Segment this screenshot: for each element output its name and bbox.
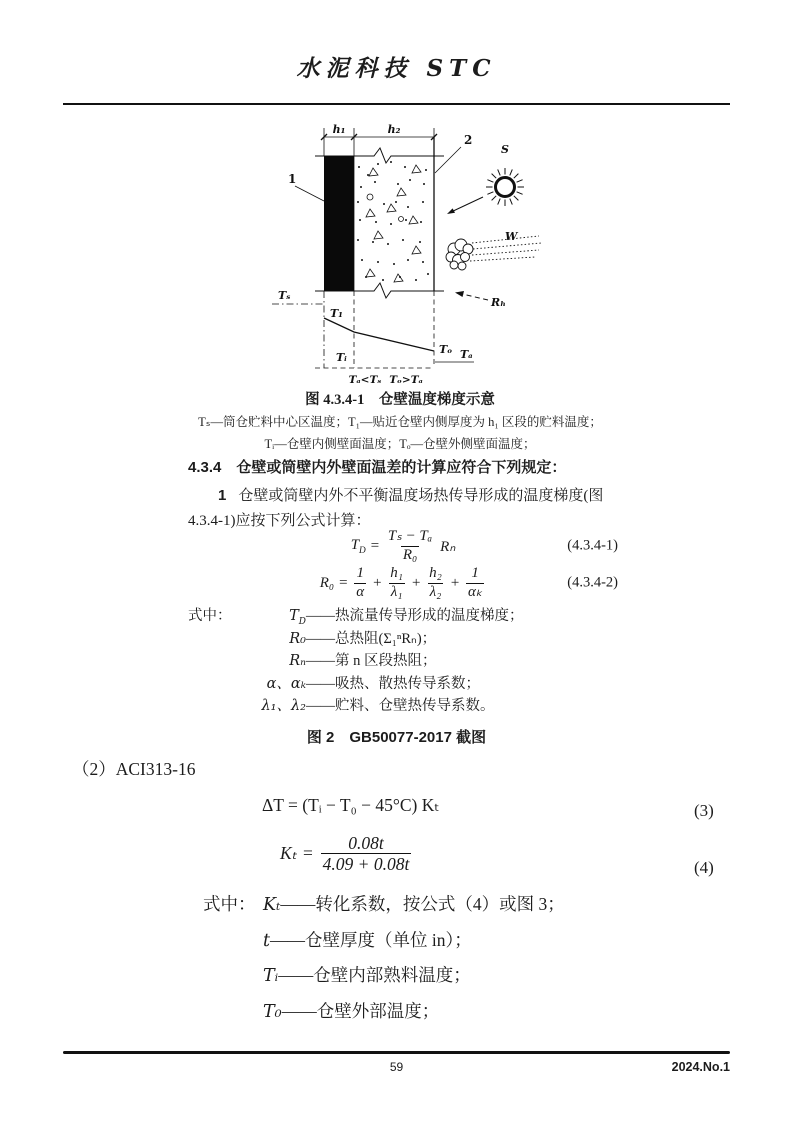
sun-icon <box>486 168 524 206</box>
ta-label: Tₐ <box>460 348 473 361</box>
definition-row <box>203 998 723 1034</box>
eq1-factor: Rₙ <box>440 538 456 555</box>
definition-row <box>188 627 624 650</box>
eq2-plus: + <box>372 574 383 591</box>
figure-caption: 图 4.3.4-1 仓壁温度梯度示意 <box>305 392 495 408</box>
equation-3-number: (3) <box>694 801 714 820</box>
equation-4-3-4-2 <box>188 564 618 602</box>
ts-label: Tₛ <box>278 289 291 302</box>
pebble <box>399 217 404 222</box>
eq1-lhs: $T_D$ <box>350 536 366 556</box>
equation-4-number: (4) <box>694 858 714 877</box>
eq2-fraction-4: $\frac{1}{\text{αₖ}}$ <box>467 565 483 600</box>
definition-term: $T_D$ <box>289 608 306 627</box>
definition-term: Kₜ <box>263 895 281 915</box>
definition-desc: ——仓壁外部温度； <box>281 1000 440 1021</box>
definition-desc: ——热流量传导形成的温度梯度； <box>306 608 524 624</box>
sun-label: S <box>501 143 509 156</box>
definition-desc: ——转化系数，按公式（4）或图 3； <box>280 894 565 914</box>
defs-prefix: 式中： <box>188 608 232 624</box>
page-number: 59 <box>389 1060 404 1074</box>
figure-legend-line2: Tᵢ—仓壁内侧壁面温度；Tₒ—仓壁外侧壁面温度； <box>264 437 536 451</box>
callout-1-label: 1 <box>288 172 297 186</box>
eq1-number: (4.3.4-1) <box>567 537 618 554</box>
radiation-label: Rₕ <box>491 296 506 309</box>
definition-term: α、αₖ <box>266 675 306 692</box>
eq2-plus: + <box>411 574 422 591</box>
to-label: Tₒ <box>439 343 453 356</box>
eq1-equals: = <box>369 537 380 554</box>
definition-term: Tᵢ <box>263 966 279 987</box>
stored-material-layer <box>324 156 354 291</box>
ti-label: Tᵢ <box>336 351 347 364</box>
eq2-lhs: R₀ <box>319 574 335 591</box>
inequality-left: Tₐ<Tₛ <box>348 374 382 386</box>
solar-radiation-arrow <box>447 197 483 214</box>
h2-dimension-label: h₂ <box>387 123 401 136</box>
inequality-right: Tₒ>Tₐ <box>389 374 423 386</box>
temperature-curve <box>324 318 434 351</box>
definition-row <box>188 604 624 627</box>
definition-desc: ——贮料、仓壁热传导系数。 <box>306 698 495 715</box>
radiation-arrow <box>455 291 488 300</box>
equation-4 <box>280 833 413 874</box>
definition-row <box>203 962 723 998</box>
gb-clause-heading: 4.3.4 仓壁或筒壁内外壁面温差的计算应符合下列规定： <box>188 459 567 476</box>
gb-paragraph-number: 1 <box>218 487 227 504</box>
definition-desc: ——第 n 区段热阻； <box>306 653 437 670</box>
eq2-equals: = <box>338 574 349 591</box>
definition-desc: ——仓壁厚度（单位 in）； <box>270 929 472 950</box>
wind-label: W <box>505 230 518 243</box>
callout-2-label: 2 <box>464 133 473 147</box>
definition-term: t <box>263 930 271 951</box>
eq2-plus: + <box>449 574 460 591</box>
definition-desc: ——吸热、散热传导系数； <box>306 675 480 692</box>
definition-term: Rₙ <box>289 653 306 670</box>
concrete-texture <box>357 161 429 282</box>
t1-label: T₁ <box>330 307 344 320</box>
gb-paragraph-line1 <box>188 484 654 505</box>
footer-rule <box>63 1051 730 1054</box>
header-rule <box>63 103 730 105</box>
aci-symbol-definitions <box>203 891 723 1033</box>
definition-row <box>188 694 624 717</box>
wind-cloud-icon <box>446 236 541 270</box>
aggregate-dots <box>357 161 429 281</box>
h1-dimension-label: h₁ <box>332 123 346 136</box>
definition-row <box>203 927 723 963</box>
gb-paragraph-line2: 4.3.4-1)应按下列公式计算： <box>188 513 371 529</box>
callout-2-leader <box>435 147 461 173</box>
definition-term: T₀ <box>263 1001 282 1022</box>
eq4-lhs: Kₜ <box>280 843 297 864</box>
equation-3: ΔT = (Tᵢ − T₀ − 45°C) Kₜ <box>262 795 440 815</box>
eq1-fraction: $\frac{\text{Tₛ − Tₐ}}{\text{R₀}}$ <box>387 528 433 563</box>
definition-desc: ——总热阻(Σ₁ⁿRₙ)； <box>306 630 437 647</box>
eq2-fraction-3: $\frac{\text{h₂}}{\text{λ₂}}$ <box>429 565 442 600</box>
pebble <box>367 194 373 200</box>
eq2-fraction-2: $\frac{\text{h₁}}{\text{λ₁}}$ <box>390 565 403 600</box>
journal-title: 水泥科技 STC <box>296 55 497 82</box>
callout-1-leader <box>295 186 324 201</box>
gb-symbol-definitions <box>188 604 624 717</box>
eq2-fraction-1: $\frac{1}{\alpha}$ <box>356 565 365 600</box>
issue-label: 2024.No.1 <box>671 1060 730 1074</box>
definition-term: R₀ <box>289 630 306 647</box>
definition-row <box>188 649 624 672</box>
equation-4-3-4-1 <box>188 527 618 565</box>
definition-row <box>188 672 624 695</box>
gb-paragraph-text: 仓壁或筒壁内外不平衡温度场热传导形成的温度梯度(图 <box>238 488 604 504</box>
defs-prefix: 式中： <box>203 894 256 914</box>
silo-wall-temperature-diagram <box>258 112 558 404</box>
figure-2-caption: 图 2 GB50077-2017 截图 <box>306 729 487 746</box>
aci-section-heading: （2）ACI313-16 <box>72 759 196 779</box>
eq2-number: (4.3.4-2) <box>567 574 618 591</box>
eq4-fraction: $\frac{0.08t}{4.09 + 0.08t}$ <box>322 833 410 875</box>
definition-desc: ——仓壁内部熟料温度； <box>278 965 471 986</box>
definition-row <box>203 891 723 927</box>
definition-term: λ₁、λ₂ <box>261 698 306 715</box>
figure-legend-line1: Tₛ—筒仓贮料中心区温度；T₁—贴近仓壁内侧厚度为 h₁ 区段的贮料温度； <box>198 415 602 429</box>
eq4-equals: = <box>301 843 314 864</box>
